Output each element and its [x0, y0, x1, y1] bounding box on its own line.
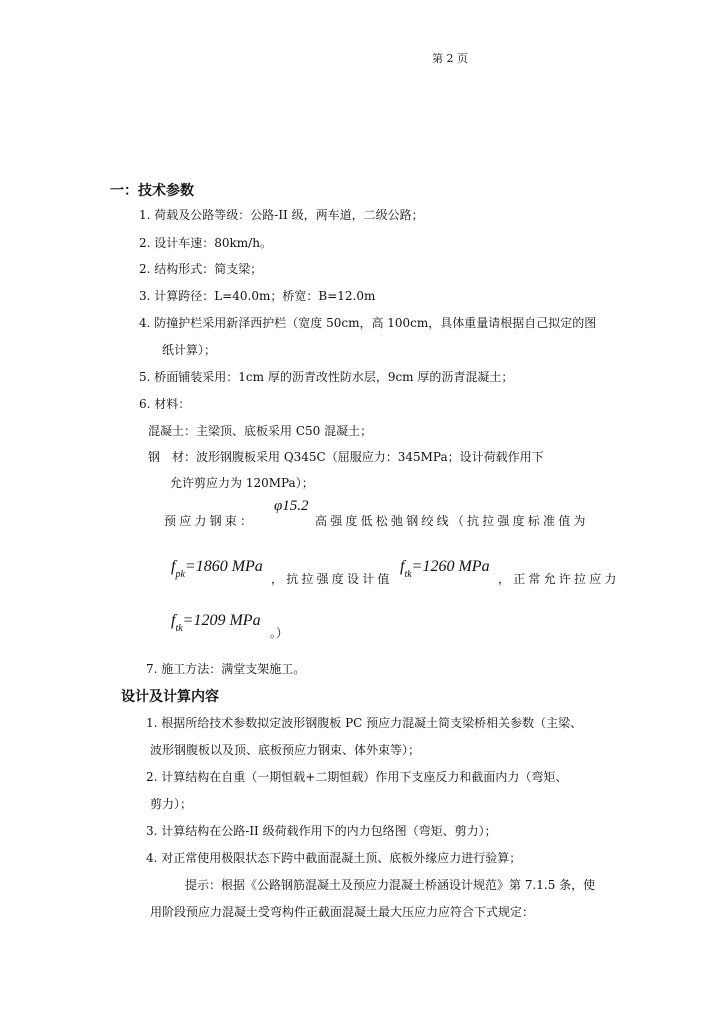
ftk2-value: =1209 MPa — [182, 612, 261, 629]
prestress-label: 预应力钢束： — [164, 514, 256, 528]
design-item-1: 1. 根据所给技术参数拟定波形钢腹板 PC 预应力混凝土简支梁桥相关参数（主梁、 — [146, 716, 583, 730]
fpk-value: =1860 MPa — [184, 558, 263, 575]
section-heading-design-content: 设计及计算内容 — [121, 689, 219, 705]
page-number: 第 2 页 — [432, 52, 468, 65]
section-heading-technical-parameters: 一：技术参数 — [110, 183, 194, 199]
design-item-2-cont: 剪力）； — [150, 797, 193, 811]
formula-ftk-allowable — [171, 610, 261, 634]
design-item-3: 3. 计算结构在公路-II 级荷载作用下的内力包络图（弯矩、剪力）； — [146, 824, 497, 838]
design-item-4: 4. 对正常使用极限状态下跨中截面混凝土顶、底板外缘应力进行验算； — [146, 851, 522, 865]
formula-fpk — [171, 556, 263, 580]
tensile-design-label: ，抗拉强度设计值 — [271, 572, 393, 586]
fpk-subscript: pk — [175, 569, 185, 580]
material-steel: 钢 材：波形钢腹板采用 Q345C（屈服应力：345MPa；设计荷载作用下 — [148, 450, 544, 464]
prestress-description: 高强度低松弛钢绞线（抗拉强度标准值为 — [315, 514, 589, 528]
item-deck-paving: 5. 桥面铺装采用：1cm 厚的沥青改性防水层，9cm 厚的沥青混凝土； — [139, 370, 514, 384]
ftk-value: =1260 MPa — [411, 558, 490, 575]
material-concrete: 混凝土：主梁顶、底板采用 C50 混凝土； — [148, 424, 373, 438]
hint-line-2: 用阶段预应力混凝土受弯构件正截面混凝土最大压应力应符合下式规定： — [150, 905, 535, 919]
allowable-tensile-label: ，正常允许拉应力 — [498, 572, 620, 586]
item-guardrail: 4. 防撞护栏采用新泽西护栏（宽度 50cm，高 100cm，具体重量请根据自己拟定的图 — [139, 316, 597, 330]
item-guardrail-cont: 纸计算）； — [162, 343, 217, 357]
ftk-subscript: tk — [404, 569, 412, 580]
formula-ftk-design — [400, 556, 490, 580]
ftk-symbol: f — [400, 558, 405, 575]
design-item-1-cont: 波形钢腹板以及顶、底板预应力钢束、体外束等）； — [150, 743, 421, 757]
ftk2-symbol: f — [171, 612, 176, 629]
closing-paren: 。） — [270, 626, 289, 640]
fpk-symbol: f — [171, 558, 176, 575]
item-materials: 6. 材料： — [139, 397, 191, 411]
item-span-width: 3. 计算跨径：L=40.0m；桥宽：B=12.0m — [139, 289, 376, 303]
item-construction-method: 7. 施工方法：满堂支架施工。 — [146, 662, 306, 676]
design-item-2: 2. 计算结构在自重（一期恒载+二期恒载）作用下支座反力和截面内力（弯矩、 — [146, 770, 568, 784]
item-design-speed: 2. 设计车速：80km/h。 — [139, 236, 272, 250]
ftk2-subscript: tk — [175, 623, 183, 634]
hint-line-1: 提示：根据《公路钢筋混凝土及预应力混凝土桥涵设计规范》第 7.1.5 条，使 — [185, 878, 596, 892]
phi-strand-diameter: φ15.2 — [274, 498, 309, 514]
item-load-grade: 1. 荷载及公路等级：公路-II 级，两车道，二级公路； — [139, 208, 424, 222]
item-structure-form: 2. 结构形式：简支梁； — [139, 262, 263, 276]
material-steel-cont: 允许剪应力为 120MPa）； — [170, 476, 314, 490]
